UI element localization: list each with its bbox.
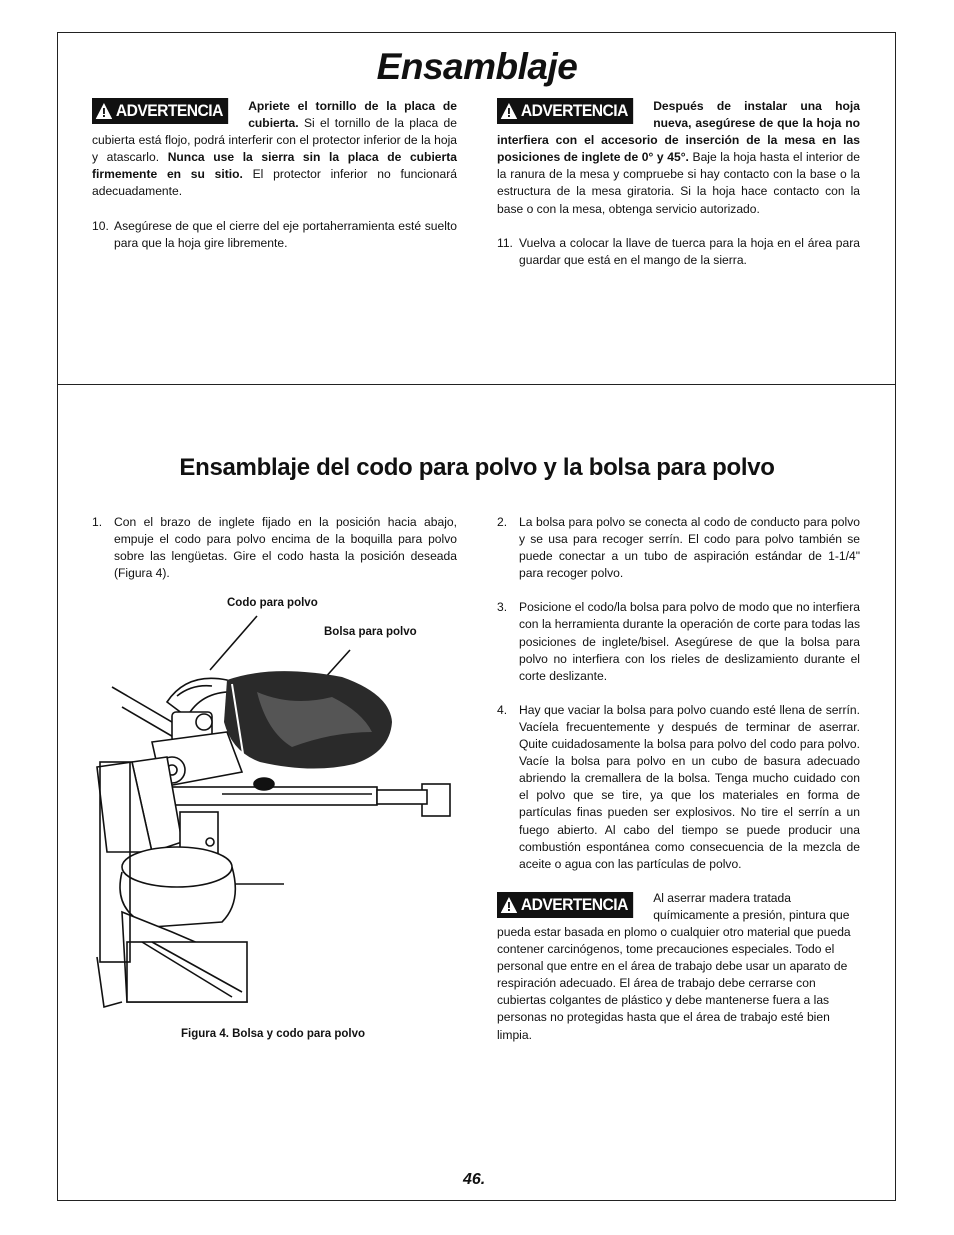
warning-triangle-icon — [96, 103, 113, 119]
warning-triangle-icon — [501, 103, 518, 119]
page-number: 46. — [463, 1171, 486, 1188]
list-item — [497, 599, 860, 684]
list-item — [92, 514, 457, 582]
list-item — [497, 235, 860, 269]
label-dust-elbow: Codo para polvo — [227, 597, 318, 609]
warning-bold-text: Después de instalar una hoja nueva, asegúrese de que la hoja no interfiera con el accesorio de inserción de la mesa en las posiciones de inglete de 0° y 45°. — [497, 99, 860, 165]
list-item — [92, 218, 457, 252]
warning-text: Si el tornillo de la placa de cubierta está flojo, podrá interferir con el protector inferior de la hoja y atascarlo. — [92, 116, 457, 165]
list-item — [497, 702, 860, 873]
saw-illustration — [92, 612, 462, 1017]
warning-bold-text-2: Nunca use la sierra sin la placa de cubierta firmemente en su sitio. — [92, 150, 457, 182]
top-right-column — [497, 98, 860, 269]
warning-badge — [497, 892, 633, 918]
item-text: Con el brazo de inglete fijado en la posición hacia abajo, empuje el codo para polvo encima de la boquilla para polvo sobre las lengüetas. Gire el codo hasta la posición deseada (Figura 4). — [114, 515, 457, 581]
item-number: 11. — [497, 235, 513, 250]
warning-text: Al aserrar madera tratada químicamente a presión, pintura que pueda estar basada en plomo o cualquier otro material que pueda contener carcinógenos, tome precauciones especiales. Todo el personal que entre en el área de trabajo debe usar un aparato de respiración adecuado. El área de trabajo debe cerrarse con cubiertas colgantes de plástico y debe mantenerse fuera a las personas no protegidas hasta que el área de trabajo esté bien limpia. — [497, 890, 851, 1042]
item-text: La bolsa para polvo se conecta al codo de conducto para polvo y se usa para recoger serrín. El codo para polvo también se puede conectar a un tubo de aspiración estándar de 1-1/4" para recoger polvo. — [519, 515, 860, 581]
item-number: 1. — [92, 515, 103, 529]
item-number: 3. — [497, 600, 508, 615]
list-item — [497, 514, 860, 582]
warning-badge — [92, 98, 228, 124]
warning-bold-text: Apriete el tornillo de la placa de cubierta. — [248, 99, 457, 131]
item-number: 4. — [497, 702, 508, 717]
figure-caption: Figura 4. Bolsa y codo para polvo — [181, 1028, 366, 1040]
item-text: Asegúrese de que el cierre del eje portaherramienta esté suelto para que la hoja gire libremente. — [114, 218, 457, 250]
item-number: 2. — [497, 515, 508, 529]
warning-label: ADVERTENCIA — [520, 101, 628, 120]
top-left-column — [92, 98, 457, 252]
warning-label: ADVERTENCIA — [520, 894, 628, 914]
warning-text: Baje la hoja hasta el interior de la ranura de la mesa y compruebe si hay contacto con la base o la estructura de la mesa giratoria. Si la hoja hace contacto con la base o con la mesa, obtenga servicio autorizado. — [497, 150, 860, 216]
warning-badge — [497, 98, 633, 124]
label-dust-bag: Bolsa para polvo — [324, 626, 417, 638]
item-text: Posicione el codo/la bolsa para polvo de modo que no interfiera con la herramienta durante la operación de corte para todas las posiciones de inglete/bisel. Asegúrese de que la bolsa para polvo no interfiera con los rieles de deslizamiento durante el corte deslizante. — [519, 600, 860, 683]
item-text: Vuelva a colocar la llave de tuerca para la hoja en el área para guardar que está en el mango de la sierra. — [519, 235, 860, 267]
warning-label: ADVERTENCIA — [115, 101, 223, 120]
warning-text-2: El protector inferior no funcionará adecuadamente. — [92, 167, 457, 199]
section-divider — [57, 384, 896, 385]
bottom-left-column — [92, 514, 457, 582]
warning-block — [497, 890, 860, 1044]
page-title: Ensamblaje — [376, 46, 578, 87]
item-number: 10. — [92, 218, 109, 233]
warning-triangle-icon — [501, 897, 518, 913]
section-title: Ensamblaje del codo para polvo y la bolsa para polvo — [179, 454, 775, 481]
bottom-right-column — [497, 514, 860, 1044]
item-text: Hay que vaciar la bolsa para polvo cuando esté llena de serrín. Vacíela frecuentemente y después de terminar de aserrar. Quite cuidadosamente la bolsa para polvo del codo para polvo. Vacíe la bolsa para polvo en un cubo de basura adecuado abriendo la cremallera de la bolsa. Tenga mucho cuidado con el polvo que se tire, ya que los materiales en forma de partículas finas pueden ser explosivos. No tire el serrín a un fuego abierto. Al cabo del tiempo se puede producir una combustión espontánea como consecuencia de la mezcla de aceite o agua con las partículas de polvo. — [519, 702, 860, 871]
